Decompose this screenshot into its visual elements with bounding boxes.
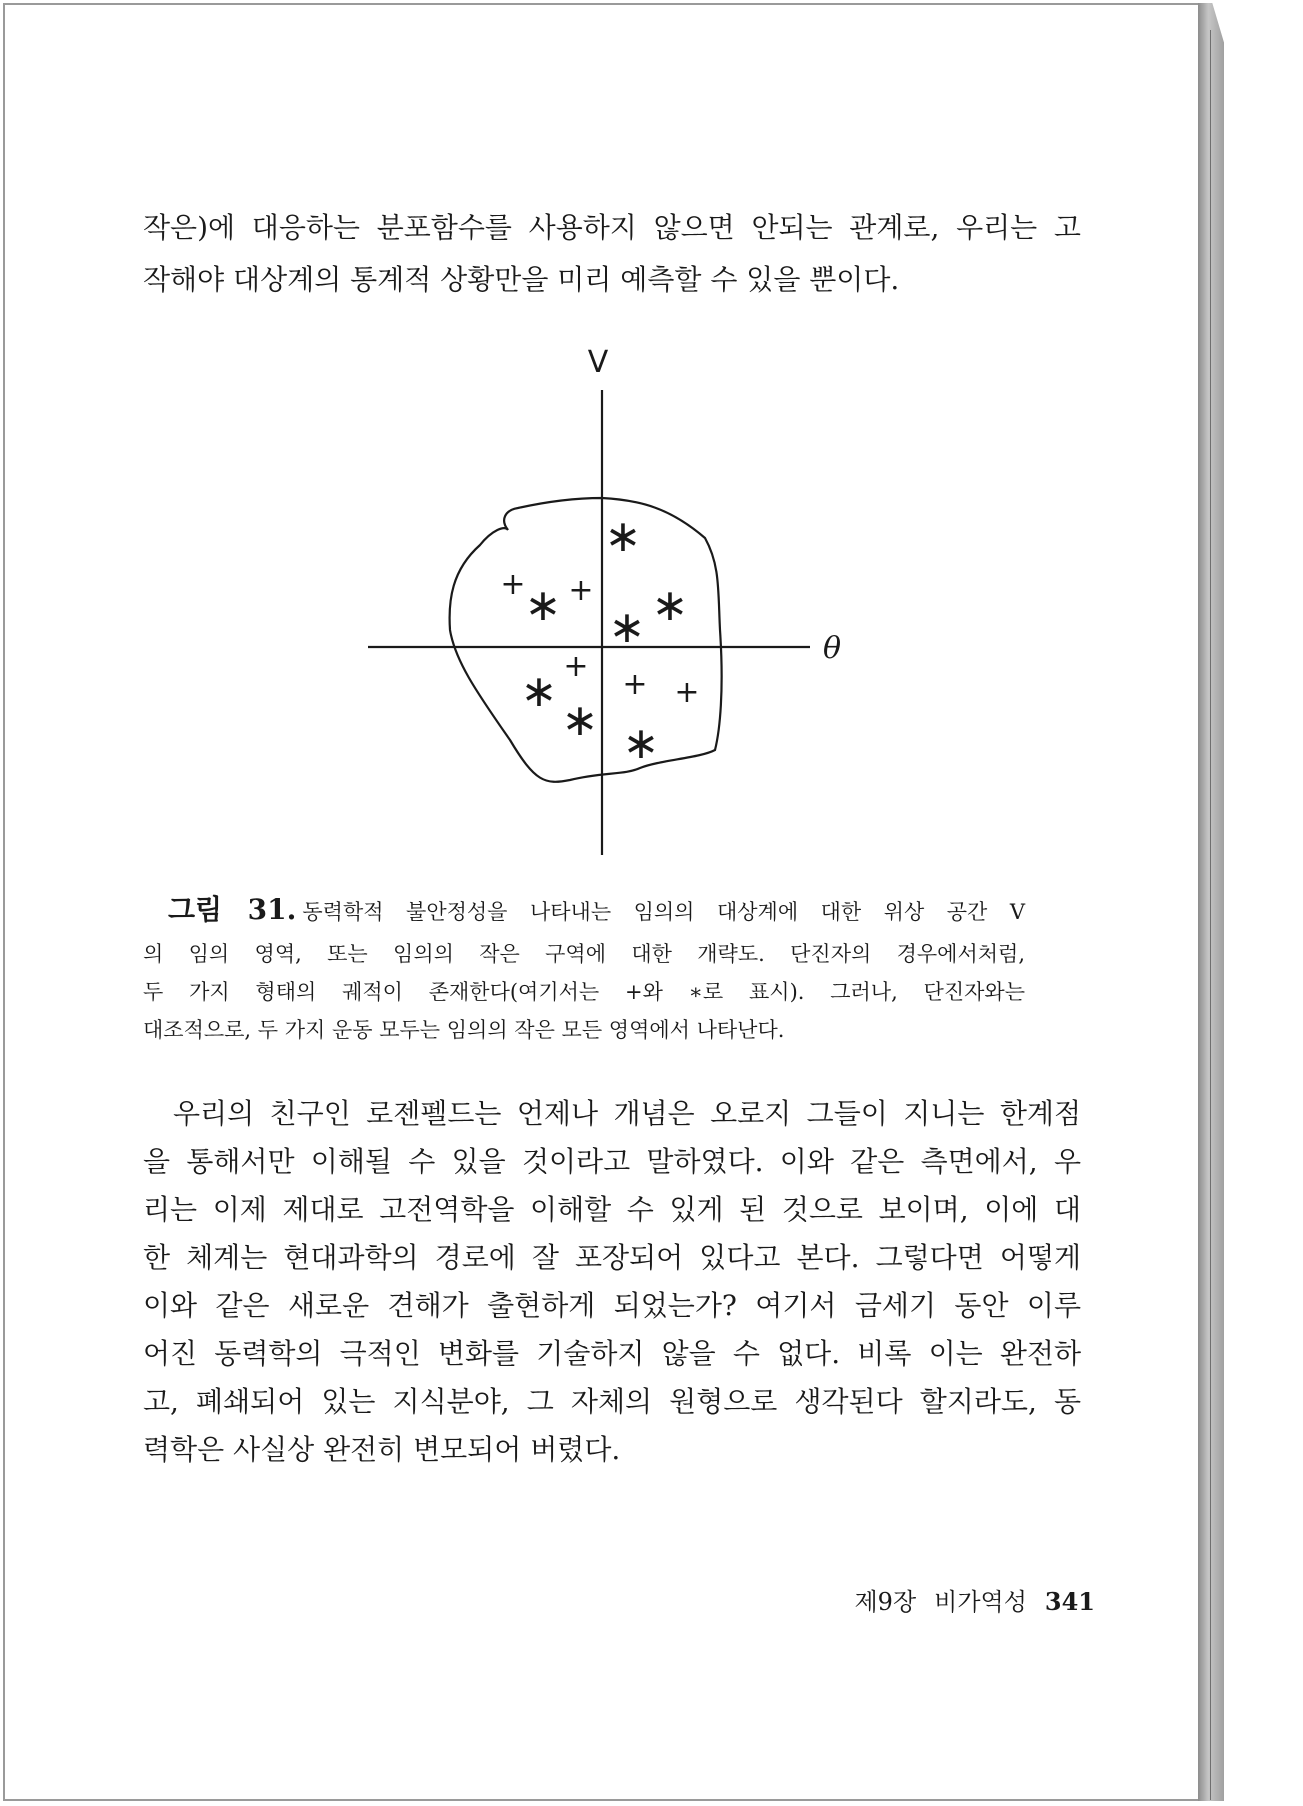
body-text-line-2: 을 통해서만 이해될 수 있을 것이라고 말하였다. 이와 같은 측면에서, 우 <box>143 1145 1081 1178</box>
top-text-line-1: 작은)에 대응하는 분포함수를 사용하지 않으면 안되는 관계로, 우리는 고 <box>143 211 1081 244</box>
v-axis-label: V <box>587 345 609 380</box>
star-marker: ∗ <box>604 511 642 562</box>
running-footer <box>837 1582 1096 1617</box>
star-marker: ∗ <box>524 580 562 631</box>
caption-line-3: 두 가지 형태의 궤적이 존재한다(여기서는 +와 ∗로 표시). 그러나, 단진자와는 <box>143 980 1025 1004</box>
caption-text: 동력학적 불안정성을 나타내는 임의의 대상계에 대한 위상 공간 V <box>302 900 1025 924</box>
caption-line-2: 의 임의 영역, 또는 임의의 작은 구역에 대한 개략도. 단진자의 경우에서처럼, <box>143 942 1025 966</box>
plus-marker: + <box>622 667 648 702</box>
plus-marker: + <box>500 567 526 602</box>
theta-axis-label: θ <box>822 631 842 666</box>
star-marker: ∗ <box>561 695 599 746</box>
top-text-line-2: 작해야 대상계의 통계적 상황만을 미리 예측할 수 있을 뿐이다. <box>143 263 900 296</box>
page-edge-line <box>1210 30 1211 1800</box>
star-marker: ∗ <box>622 718 660 769</box>
footer-title: 비가역성 <box>934 1588 1027 1616</box>
footer-chapter: 제9장 <box>854 1588 917 1616</box>
body-text-line-5: 이와 같은 새로운 견해가 출현하게 되었는가? 여기서 금세기 동안 이루 <box>143 1289 1081 1322</box>
caption-line-4: 대조적으로, 두 가지 운동 모두는 임의의 작은 모든 영역에서 나타난다. <box>143 1018 785 1042</box>
body-text-line-1: 우리의 친구인 로젠펠드는 언제나 개념은 오로지 그들이 지니는 한계점 <box>173 1097 1081 1130</box>
body-text-line-4: 한 체계는 현대과학의 경로에 잘 포장되어 있다고 본다. 그렇다면 어떻게 <box>143 1241 1081 1274</box>
star-marker: ∗ <box>520 666 558 717</box>
body-text-line-3: 리는 이제 제대로 고전역학을 이해할 수 있게 된 것으로 보이며, 이에 대 <box>143 1193 1081 1226</box>
plus-marker: + <box>674 675 700 710</box>
caption-line-1 <box>168 893 1025 929</box>
body-text-line-7: 고, 폐쇄되어 있는 지식분야, 그 자체의 원형으로 생각된다 할지라도, 동 <box>143 1385 1081 1418</box>
phase-space-figure <box>340 330 880 870</box>
star-marker: ∗ <box>651 580 689 631</box>
plus-marker: + <box>563 649 589 684</box>
page-stack-edge <box>1198 3 1224 1801</box>
body-text-line-8: 력학은 사실상 완전히 변모되어 버렸다. <box>143 1433 621 1466</box>
star-marker: ∗ <box>608 602 646 653</box>
caption-label: 그림 31. <box>168 893 297 926</box>
page-number: 341 <box>1044 1587 1095 1616</box>
body-text-line-6: 어진 동력학의 극적인 변화를 기술하지 않을 수 없다. 비록 이는 완전하 <box>143 1337 1081 1370</box>
plus-marker: + <box>568 573 594 608</box>
